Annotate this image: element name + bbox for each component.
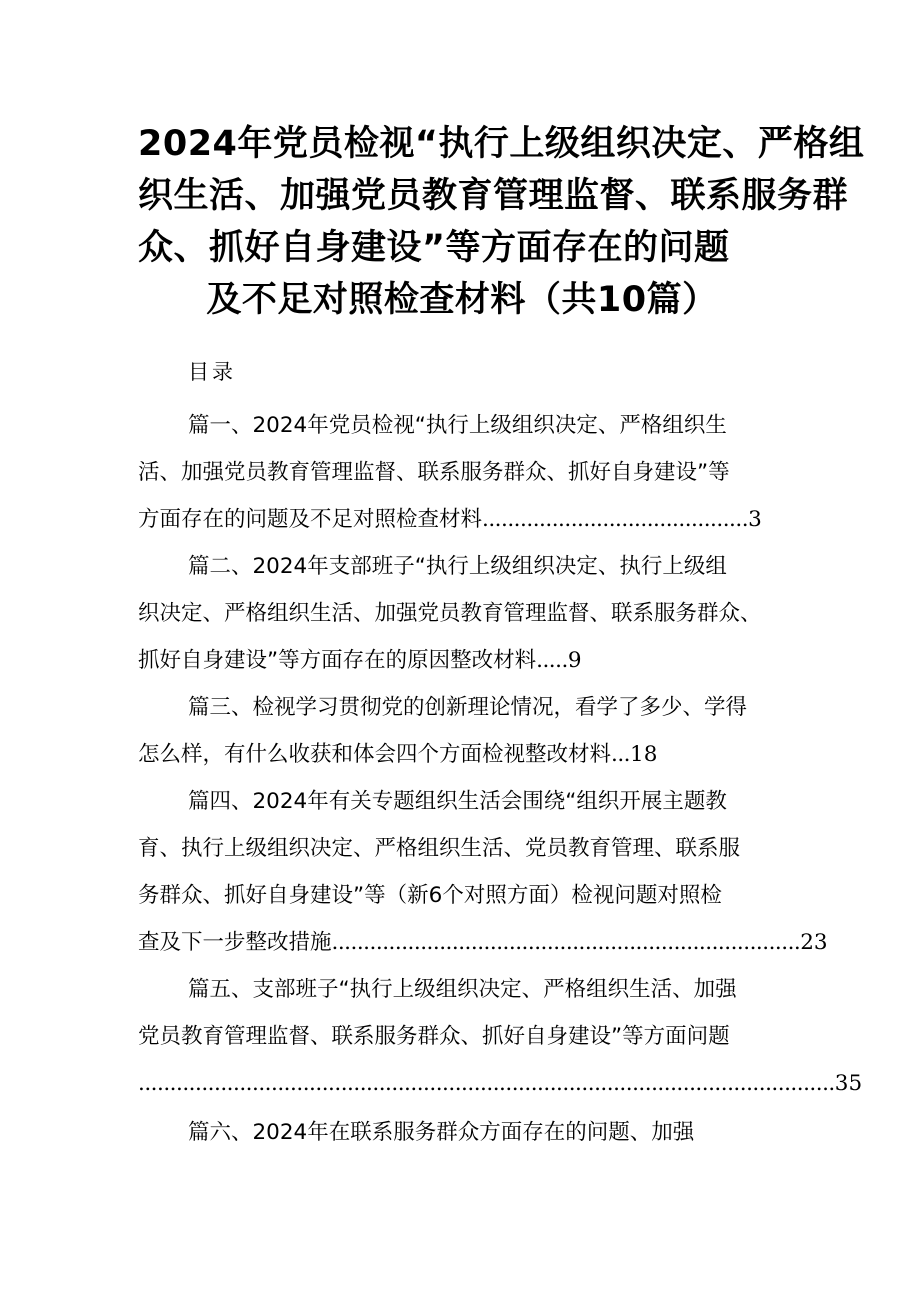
toc-entry-line: 务群众、抓好自身建设”等（新6个对照方面）检视问题对照检: [138, 883, 722, 908]
toc-page-number: 35: [834, 1071, 863, 1096]
toc-entry-5[interactable]: [138, 966, 863, 1107]
toc-entry-line: 篇一、2024年党员检视“执行上级组织决定、严格组织生: [188, 413, 727, 438]
toc-entry-text: 方面存在的问题及不足对照检查材料: [138, 507, 483, 532]
title-line: 及不足对照检查材料（共10篇）: [206, 280, 718, 320]
toc-leader-dots: ..............................................................................................................: [138, 1071, 835, 1096]
toc-entry-1[interactable]: [138, 402, 786, 543]
toc-entry-line: [138, 496, 786, 543]
toc-entry-text: 抓好自身建设”等方面存在的原因整改材料: [138, 648, 537, 673]
toc-entry-6[interactable]: [138, 1109, 786, 1156]
toc-entry-line: 篇六、2024年在联系服务群众方面存在的问题、加强: [188, 1120, 695, 1145]
toc-entry-line: [138, 1060, 863, 1107]
toc-entry-line: 育、执行上级组织决定、严格组织生活、党员教育管理、联系服: [138, 836, 741, 861]
toc-entry-text: 怎么样，有什么收获和体会四个方面检视整改材料: [138, 742, 612, 767]
toc-heading: 目录: [188, 360, 236, 384]
toc-entry-line: [138, 919, 828, 966]
toc-entry-line: [138, 637, 786, 684]
toc-entry-line: 篇五、支部班子“执行上级组织决定、严格组织生活、加强: [188, 977, 737, 1002]
toc-entry-line: 活、加强党员教育管理监督、联系服务群众、抓好自身建设”等: [138, 460, 730, 485]
title-line: 众、抓好自身建设”等方面存在的问题: [138, 228, 730, 268]
toc-entry-line: 篇四、2024年有关专题组织生活会围绕“组织开展主题教: [188, 789, 727, 814]
title-line: 2024年党员检视“执行上级组织决定、严格组: [138, 124, 865, 164]
title-line: 织生活、加强党员教育管理监督、联系服务群: [138, 176, 849, 216]
toc-entry-line: 党员教育管理监督、联系服务群众、抓好自身建设”等方面问题: [138, 1024, 730, 1049]
toc-entry-line: 篇三、检视学习贯彻党的创新理论情况，看学了多少、学得: [188, 695, 748, 720]
document-title: [138, 118, 865, 326]
table-of-contents: [138, 402, 863, 1156]
toc-page-number: 9: [567, 648, 582, 673]
toc-entry-line: 织决定、严格组织生活、加强党员教育管理监督、联系服务群众、: [138, 601, 762, 626]
toc-entry-2[interactable]: [138, 543, 786, 684]
toc-leader-dots: ...: [611, 742, 631, 767]
toc-entry-text: 查及下一步整改措施: [138, 930, 332, 955]
toc-leader-dots: ..........................................: [482, 507, 749, 532]
toc-leader-dots: .....: [536, 648, 568, 673]
toc-entry-line: 篇二、2024年支部班子“执行上级组织决定、执行上级组: [188, 554, 727, 579]
toc-page-number: 23: [800, 930, 828, 955]
toc-page-number: 18: [630, 742, 658, 767]
toc-leader-dots: ..........................................................................: [331, 930, 801, 955]
toc-page-number: 3: [748, 507, 762, 532]
toc-entry-line: [138, 731, 786, 778]
toc-entry-4[interactable]: [138, 778, 828, 966]
toc-entry-3[interactable]: [138, 684, 786, 778]
